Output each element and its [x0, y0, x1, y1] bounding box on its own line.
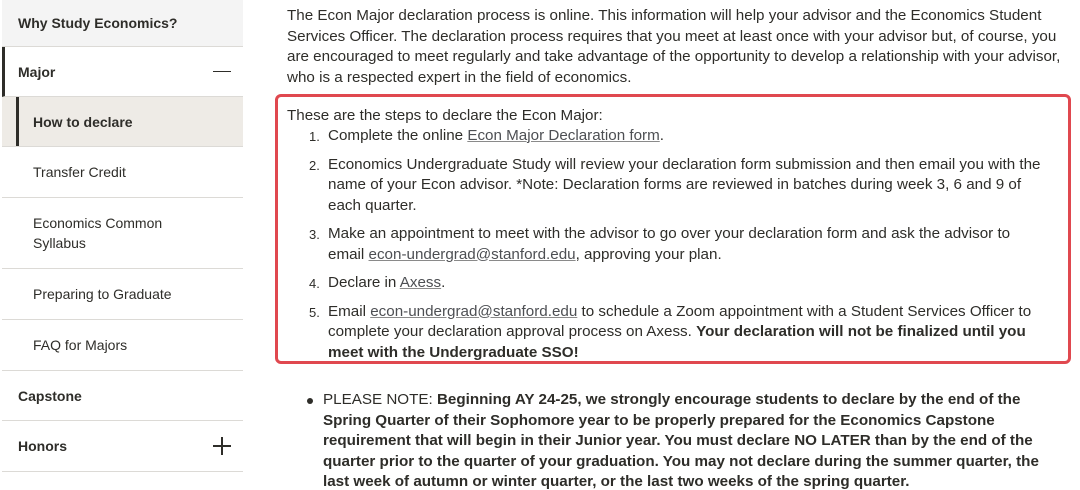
intro-paragraph: The Econ Major declaration process is online. This information will help your advisor and the Economics Student Services Officer. The declaration process requires that you meet at least once with your advisor but, of course, you are encouraged to meet regularly and take advantage of the opportunity to develop a relationship with your advisor, who is a respected expert in the field of economics.	[287, 7, 1061, 86]
email-link[interactable]: econ-undergrad@stanford.edu	[370, 302, 578, 320]
note-bold-text: Beginning AY 24-25, we strongly encourage students to declare by the end of the Spring Quarter of their Sophomore year to be properly prepared for the Economics Capstone requirement that will begin in their Junior year. You must declare NO LATER than by the end of the quarter prior to the quarter of your graduation. You may not declare during the summer quarter, the last week of autumn or winter quarter, or the last two weeks of the spring quarter.	[323, 391, 1039, 490]
step-number: 5.	[309, 304, 320, 320]
step-number: 3.	[309, 227, 320, 242]
steps-list	[309, 126, 1049, 371]
sidebar-item-label: FAQ for Majors	[33, 337, 128, 353]
step-number: 1.	[309, 129, 320, 144]
step-number: 4.	[309, 276, 320, 291]
step-text: .	[441, 274, 446, 291]
list-item	[309, 302, 1049, 364]
sidebar-item-label: Transfer Credit	[33, 164, 126, 180]
bullet-dot	[307, 398, 313, 404]
note-bullet	[307, 390, 1067, 490]
note-prefix: PLEASE NOTE:	[323, 391, 437, 408]
sidebar-item-label: Economics Common Syllabus	[33, 215, 163, 251]
sidebar-nav	[0, 0, 243, 490]
sidebar-item-label: Major	[18, 63, 56, 80]
list-item	[309, 273, 1049, 294]
sidebar-item-label: Why Study Economics?	[18, 15, 178, 31]
step-text: Make an appointment to meet with the advisor to go over your declaration form and ask the advisor to email	[328, 225, 1011, 263]
list-item	[309, 224, 1049, 265]
step-text: Declare in	[328, 274, 400, 291]
step-text: Complete the online	[328, 127, 468, 144]
sidebar-item-label: Preparing to Graduate	[33, 286, 172, 302]
step-number: 2.	[309, 157, 320, 173]
sidebar-item-transfer-credit[interactable]	[2, 147, 243, 198]
sidebar-item-faq-for-majors[interactable]	[2, 320, 243, 371]
collapse-minus-icon[interactable]	[213, 63, 231, 81]
step-text: .	[659, 127, 664, 144]
step-text: , approving your plan.	[575, 245, 722, 263]
expand-plus-icon[interactable]	[213, 437, 231, 455]
sidebar-item-label: Capstone	[18, 387, 82, 404]
sidebar-item-capstone[interactable]	[2, 371, 243, 421]
sidebar-item-honors[interactable]	[2, 421, 243, 472]
sidebar-item-why-study-economics[interactable]	[2, 0, 243, 47]
email-link[interactable]: econ-undergrad@stanford.edu	[368, 245, 576, 263]
step-text: Email	[328, 302, 371, 320]
declaration-form-link[interactable]: Econ Major Declaration form	[467, 127, 660, 144]
step-text: to schedule a Zoom appointment with a Student Services Officer to complete your declaration approval process on Axess.	[328, 302, 1032, 340]
sidebar-item-economics-common-syllabus[interactable]	[2, 198, 243, 269]
step-bold-text: Your declaration will not be finalized until you meet with the Undergraduate SSO!	[328, 323, 1026, 361]
note-text	[307, 390, 1067, 490]
step-text: Economics Undergraduate Study will review your declaration form submission and then email you with the name of your Econ advisor. *Note: Declaration forms are reviewed in batches during week 3, 6 and 9 of each quarter.	[328, 155, 1041, 214]
sidebar-item-label: How to declare	[33, 113, 133, 130]
sidebar-item-how-to-declare[interactable]	[2, 97, 243, 147]
list-item	[309, 126, 1049, 147]
list-item	[309, 155, 1049, 217]
steps-title: These are the steps to declare the Econ Major:	[287, 107, 603, 124]
sidebar-item-label: Honors	[18, 438, 67, 454]
axess-link[interactable]: Axess	[399, 274, 442, 291]
sidebar-item-major[interactable]	[2, 47, 243, 97]
sidebar-item-preparing-to-graduate[interactable]	[2, 269, 243, 320]
